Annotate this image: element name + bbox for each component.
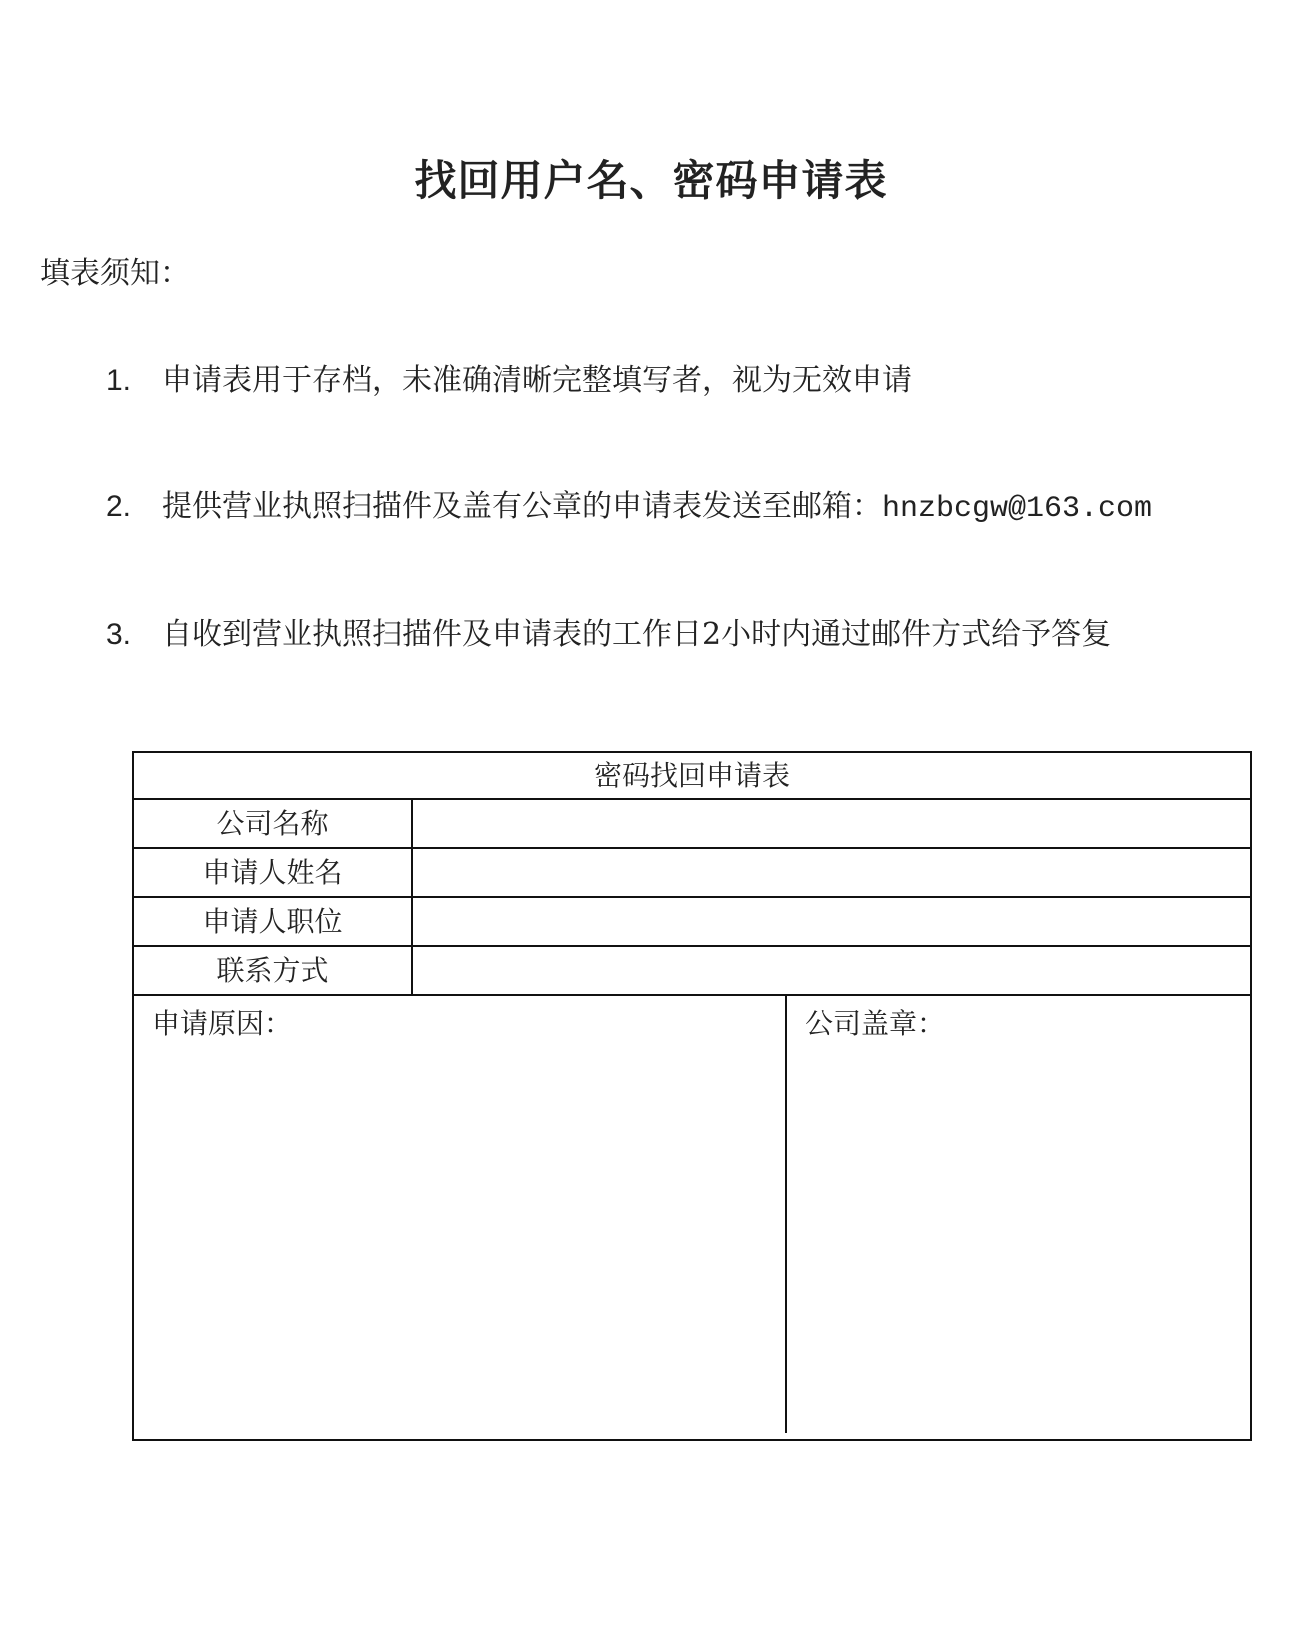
notice-item bbox=[106, 355, 912, 399]
notice-heading: 填表须知： bbox=[40, 256, 190, 291]
notice-item bbox=[106, 609, 1111, 653]
contact-field[interactable] bbox=[413, 947, 1250, 994]
company-seal-area[interactable] bbox=[787, 996, 1250, 1433]
email-address: hnzbcgw@163.com bbox=[882, 492, 1153, 526]
applicant-name-label: 申请人姓名 bbox=[134, 849, 413, 896]
application-reason-label: 申请原因： bbox=[152, 1007, 293, 1040]
notice-item bbox=[106, 481, 1152, 526]
form-row-contact bbox=[134, 947, 1250, 996]
company-name-label: 公司名称 bbox=[134, 800, 413, 847]
form-row-company-name bbox=[134, 800, 1250, 849]
notice-item-text: 申请表用于存档，未准确清晰完整填写者，视为无效申请 bbox=[162, 363, 912, 398]
form-title: 密码找回申请表 bbox=[134, 753, 1250, 800]
page-title: 找回用户名、密码申请表 bbox=[414, 156, 888, 205]
notice-item-text: 提供营业执照扫描件及盖有公章的申请表发送至邮箱： bbox=[162, 489, 882, 524]
notice-item-text: 自收到营业执照扫描件及申请表的工作日2小时内通过邮件方式给予答复 bbox=[162, 617, 1112, 652]
notice-item-number: 1. bbox=[106, 364, 132, 397]
company-seal-label: 公司盖章： bbox=[805, 1007, 946, 1040]
applicant-position-field[interactable] bbox=[413, 898, 1250, 945]
applicant-name-field[interactable] bbox=[413, 849, 1250, 896]
applicant-position-label: 申请人职位 bbox=[134, 898, 413, 945]
contact-label: 联系方式 bbox=[134, 947, 413, 994]
application-reason-area[interactable] bbox=[134, 996, 787, 1433]
form-row-applicant-name bbox=[134, 849, 1250, 898]
form-bottom-section bbox=[134, 996, 1250, 1433]
notice-item-number: 2. bbox=[106, 490, 132, 523]
application-form-table bbox=[132, 751, 1252, 1441]
company-name-field[interactable] bbox=[413, 800, 1250, 847]
form-row-applicant-position bbox=[134, 898, 1250, 947]
notice-item-number: 3. bbox=[106, 618, 132, 651]
